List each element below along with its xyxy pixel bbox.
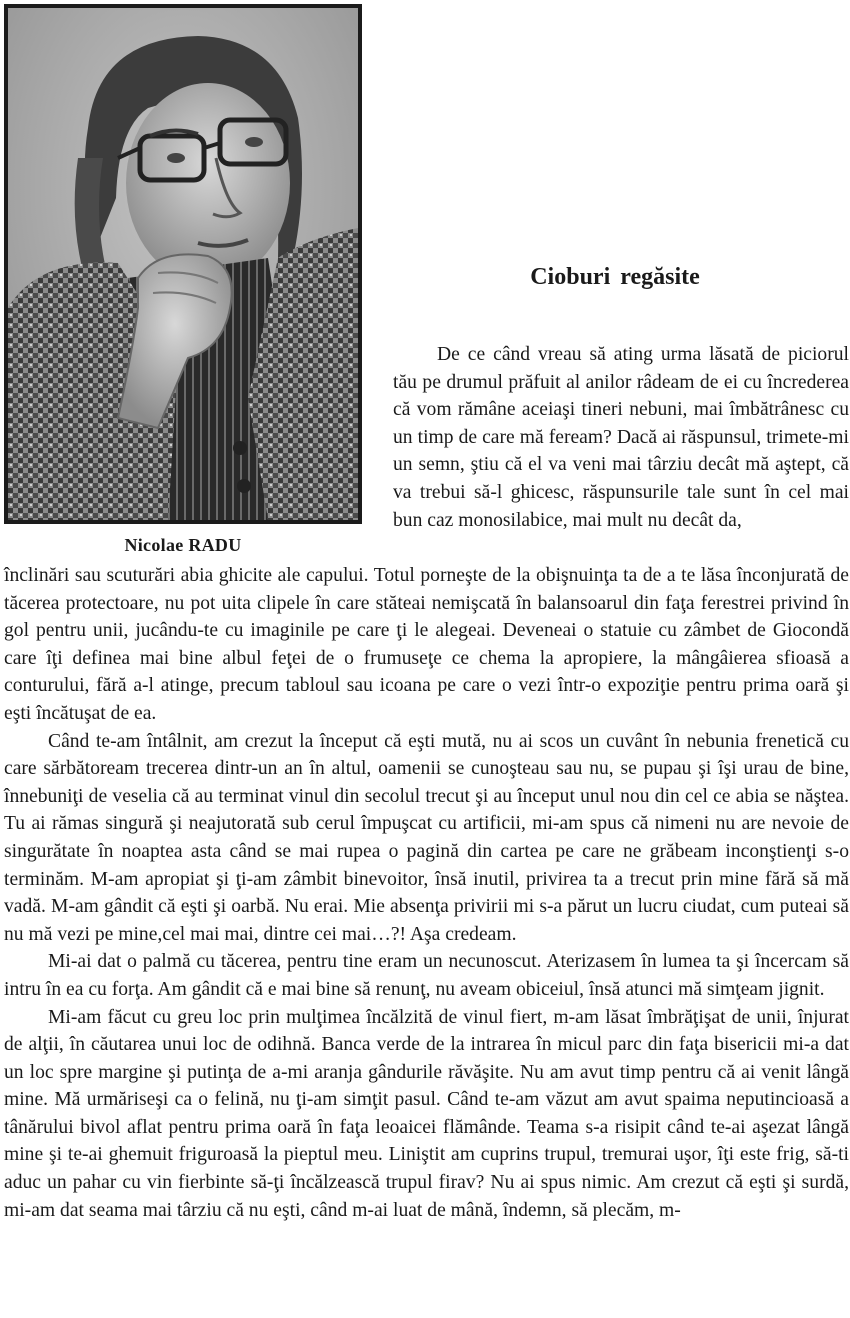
paragraph: Mi-ai dat o palmă cu tăcerea, pentru tine eram un necunoscut. Aterizasem în lumea ta şi încercam să intru în ea cu forţa. Am gândit că e mai bine să renunţ, nu aveam obiceiul, însă atunci mă simţeam jignit.	[4, 951, 849, 1000]
author-portrait-icon	[4, 4, 362, 524]
paragraph: De ce când vreau să ating urma lăsată de piciorul tău pe drumul prăfuit al anilor râdeam de ei cu încrederea că vom rămâne aceiaşi tineri nebuni, mai îmbătrânesc cu un timp de care mă feream? Dacă ai răspunsul, trimete-mi un semn, ştiu că el va veni mai târziu decât mă aştept, că va trebui să-l ghicesc, răspunsurile tale sunt în cel mai bun caz monosilabice, mai mult nu decât da,	[393, 344, 849, 531]
paragraph: înclinări sau scuturări abia ghicite ale capului. Totul porneşte de la obişnuinţa ta de a te lăsa înconjurată de tăcerea protectoare, nu pot uita clipele în care stăteai nemişcată în balansoarul din faţa ferestrei privind în gol pentru unii, jucându-te cu imaginile pe care ţi le alegeai. Deveneai o statuie cu zâmbet de Giocondă care îţi definea mai bine albul feţei de o frumuseţe ce chema la apropiere, la mângâierea sfioasă a conturului, fără a-l atinge, precum tabloul sau icoana pe care o vezi într-o expoziţie pentru prima oară şi eşti încătuşat de ea.	[4, 565, 849, 724]
paragraph: Mi-am făcut cu greu loc prin mulţimea încălzită de vinul fiert, m-am lăsat îmbrăţişat de unii, înjurat de alţii, în căutarea unui loc de odihnă. Banca verde de la intrarea în micul parc din faţa bisericii mi-a dat un loc spre margine şi putinţa de a-mi aranja gândurile răvăşite. Nu am avut timp pentru că ai venit lângă mine. Mă urmăriseşi ca o felină, nu ţi-am simţit pasul. Când te-am văzut am avut spaima neputincioasă a tânărului bivol aflat pentru prima oară în faţa leoaicei flămânde. Teama s-a risipit când te-ai aşezat lângă mine şi te-ai ghemuit friguroasă la pieptul meu. Liniştit am cuprins trupul, tremurai uşor, îţi este frig, să-ti aduc un pahar cu vin fierbinte să-ţi încălzească trupul firav? Nu ai spus nimic. Am crezut că eşti şi surdă, mi-am dat seama mai târziu că nu eşti, când m-ai luat de mână, îndemn, să plecăm, m-	[4, 1006, 849, 1221]
author-photo-frame	[4, 4, 362, 524]
article-title: Cioburi regăsite	[530, 264, 700, 290]
paragraph: Când te-am întâlnit, am crezut la început că eşti mută, nu ai scos un cuvânt în nebunia frenetică cu care sărbătoream trecerea dintr-un an în altul, oamenii se cunoşteau sau nu, se pupau şi îşi urau de bine, înnebuniţi de veselia că au terminat vinul din secolul trecut şi au început unul nou din cel ce abia se năştea. Tu ai rămas singură şi neajutorată sub cerul împuşcat cu artificii, mi-am spus că nimeni nu are nevoie de singurătate în noaptea asta când se mai rupea o pagină din cartea pe care ne grăbeam inconştienţi s-o terminăm. M-am apropiat şi ţi-am zâmbit binevoitor, însă inutil, privirea ta a trecut prin mine fără să mă vadă. M-am gândit că eşti şi oarbă. Nu erai. Mie absenţa privirii mi s-a părut un lucru ciudat, cum puteai să nu mă vezi pe mine,cel mai mai, dintre cei mai…?! Aşa credeam.	[4, 730, 849, 945]
intro-column	[393, 341, 849, 534]
article-body	[4, 562, 849, 1224]
author-caption: Nicolae RADU	[124, 535, 242, 555]
